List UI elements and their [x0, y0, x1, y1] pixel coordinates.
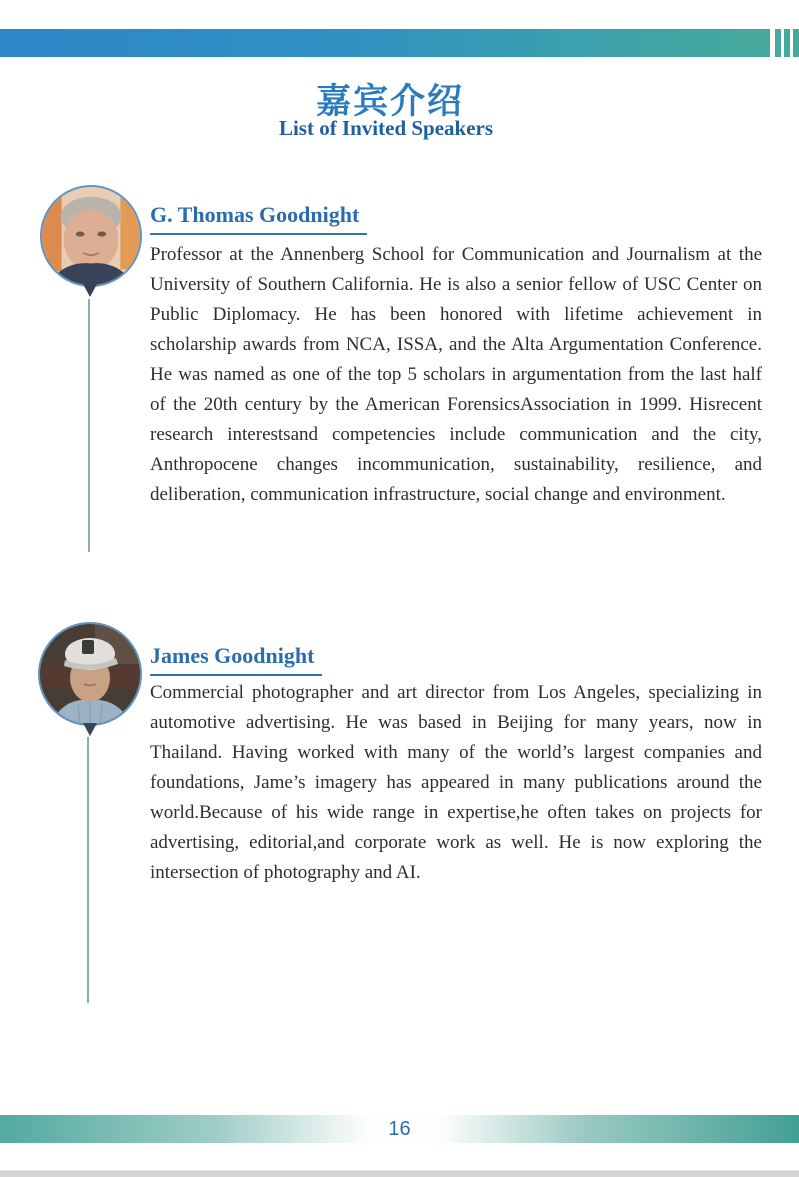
top-accent-stripes: [773, 29, 799, 57]
accent-stripe: [793, 29, 799, 57]
speaker2-name: [150, 643, 322, 676]
page-bottom-edge: [0, 1170, 799, 1177]
speaker2-photo-pointer: [83, 723, 97, 736]
page-title-english: List of Invited Speakers: [278, 116, 494, 140]
speaker1-name: [150, 202, 367, 235]
speaker2-bio: Commercial photographer and art director from Los Angeles, specializing in automotive advertising. He was based in Beijing for many years, now in Thailand. Having worked with many of the world’s largest companies and foundations, Jame’s imagery has appeared in many publications around the world.Because of his wide range in expertise,he often takes on projects for advertising, editorial,and corporate work as well. He is now exploring the intersection of photography and AI.: [150, 682, 762, 883]
page-title-chinese: 嘉宾介绍: [315, 82, 464, 121]
speaker1-bio: Professor at the Annenberg School for Communication and Journalism at the University of Southern California. He is also a senior fellow of USC Center on Public Diplomacy. He has been honored with lifetime achievement in scholarship awards from NCA, ISSA, and the Alta Argumentation Conference. He was named as one of the top 5 scholars in argumentation from the last half of the 20th century by the American ForensicsAssociation in 1999. Hisrecent research interestsand competencies include communication and the city, Anthropocene changes incommunication, sustainability, resilience, and deliberation, communication infrastructure, social change and environment.: [150, 244, 762, 505]
accent-stripe: [784, 29, 790, 57]
speaker1-photo-pointer: [83, 284, 97, 297]
speaker2-timeline-line: [87, 737, 89, 1003]
speaker2-photo: [38, 622, 142, 726]
speaker2-name-text: James Goodnight: [150, 643, 322, 676]
page-number: 16: [388, 1117, 411, 1140]
footer-bar: [0, 1115, 799, 1143]
speaker1-name-text: G. Thomas Goodnight: [150, 202, 367, 235]
accent-stripe: [775, 29, 781, 57]
top-accent-bar: [0, 29, 770, 57]
speaker1-timeline-line: [88, 299, 90, 552]
speaker1-photo: [40, 185, 142, 287]
man-with-white-cap-portrait-image: [40, 624, 140, 724]
elderly-man-portrait-image: [42, 187, 140, 285]
